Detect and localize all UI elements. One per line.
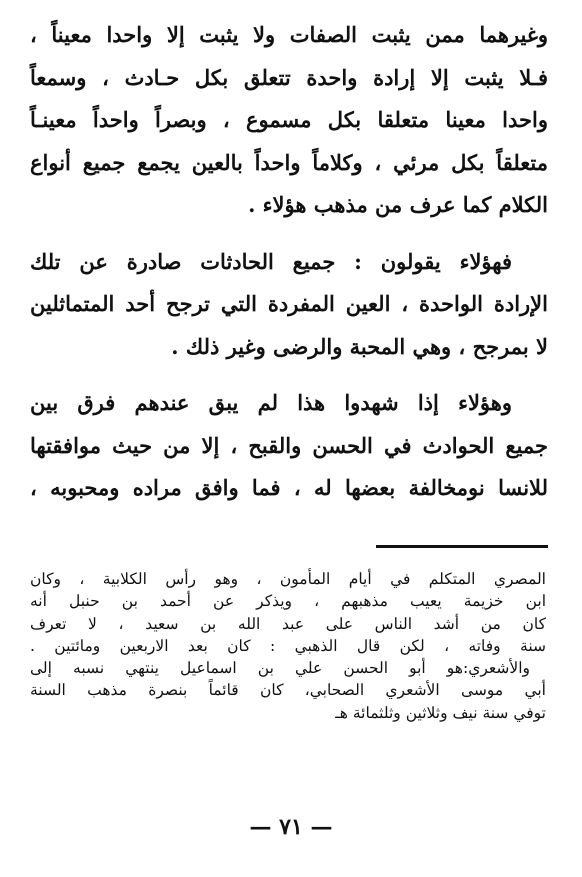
- text-line: جميع الحوادث في الحسن والقبح ، إلا من حيث موافقتها: [30, 432, 548, 458]
- text-line: لا بمرجح ، وهي المحبة والرضى وغير ذلك .: [171, 333, 548, 359]
- text-line: فهؤلاء يقولون : جميع الحادثات صادرة عن تلك: [30, 248, 512, 274]
- footnote-line: والأشعري:هو أبو الحسن علي بن اسماعيل ينتهي نسبه إلى: [30, 659, 530, 678]
- text-line: الكلام كما عرف من مذهب هؤلاء .: [248, 192, 548, 217]
- paragraph-1: [30, 14, 548, 227]
- footnote-line: أبي موسى الأشعري الصحابي، كان قائماً بنصرة مذهب السنة: [30, 681, 546, 700]
- footnote-line: كان من أشد الناس على عبد الله بن سعيد ، لا تعرف: [30, 614, 546, 633]
- text-line: فـلا يثبت إلا إرادة واحدة تتعلق بكل حـادث ، وسمعاً: [30, 64, 548, 90]
- footnotes: [30, 568, 546, 724]
- text-line: وهؤلاء إذا شهدوا هذا لم يبق عندهم فرق بين: [30, 390, 512, 415]
- paragraph-3: [30, 382, 548, 510]
- footnote-line: ابن خزيمة يعيب مذهبهم ، ويذكر عن أحمد بن حنبل أنه: [30, 592, 546, 611]
- text-line: متعلقاً بكل مرئي ، وكلاماً واحداً بالعين يجمع جميع أنواع: [30, 149, 548, 175]
- footnote-line: المصري المتكلم في أيام المأمون ، وهو رأس الكلابية ، وكان: [30, 570, 546, 588]
- page-number: — ٧١ —: [249, 814, 333, 840]
- text-line: الإرادة الواحدة ، العين المفردة التي ترجح أحد المتماثلين: [30, 291, 548, 316]
- footnote-divider: [376, 545, 548, 548]
- text-line: وغيرهما ممن يثبت الصفات ولا يثبت إلا واحدا معيناً ،: [30, 22, 548, 47]
- text-line: للانسا نومخالفة بعضها له ، فما وافق مراده ومحبوبه ،: [30, 475, 548, 500]
- paragraph-2: [30, 241, 548, 369]
- footnote-line: توفي سنة نيف وثلاثين وثلثمائة هـ: [335, 703, 546, 722]
- text-line: واحدا معينا متعلقا بكل مسموع ، وبصراً واحداً معينـاً: [30, 107, 548, 132]
- main-text-body: [30, 14, 548, 524]
- footnote-line: سنة وفاته ، لكن قال الذهبي : كان بعد الاربعين ومائتين .: [30, 636, 546, 655]
